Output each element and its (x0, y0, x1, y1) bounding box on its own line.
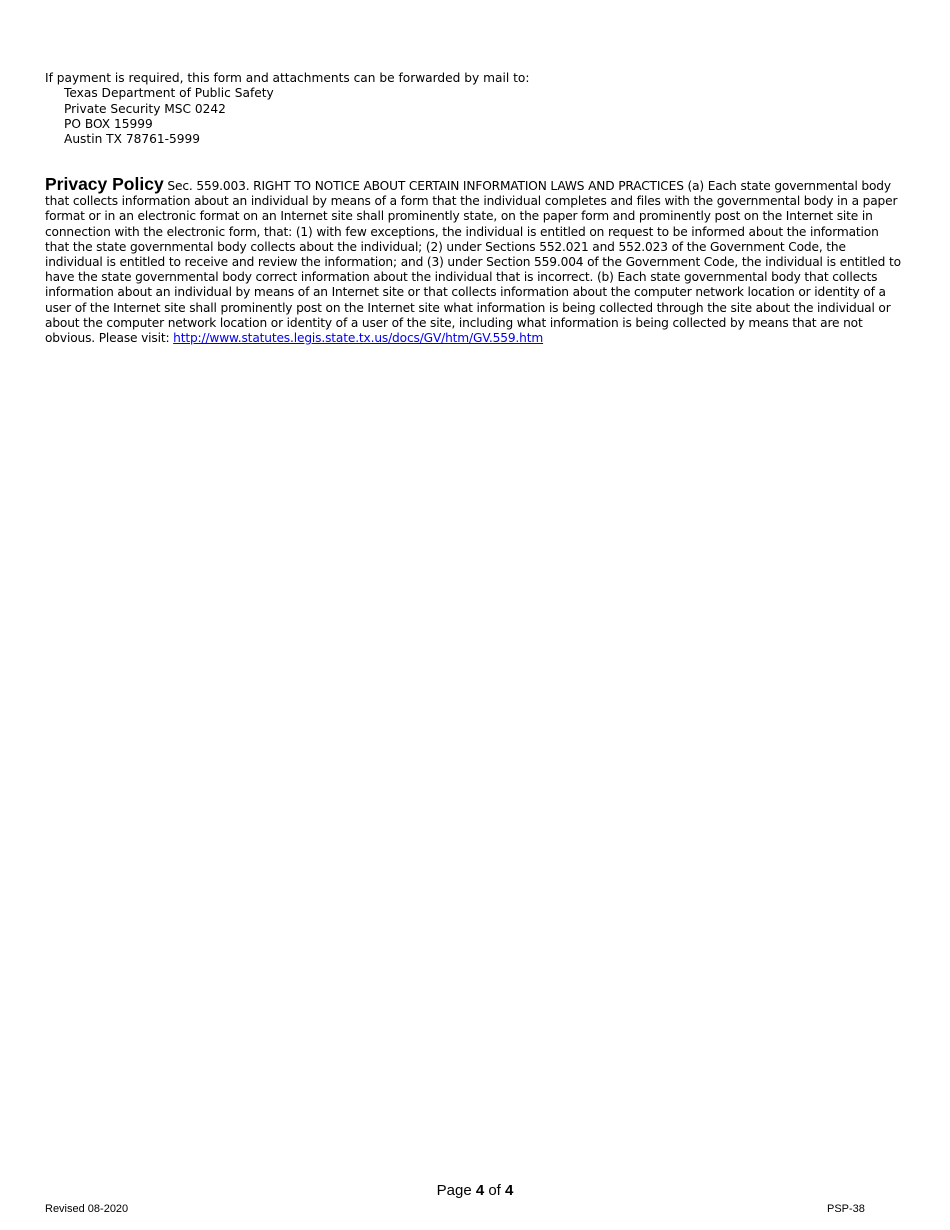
privacy-policy-text: Sec. 559.003. RIGHT TO NOTICE ABOUT CERTAIN INFORMATION LAWS AND PRACTICES (a) Each state governmental body that collects information about an individual by means of a form that the individual completes and files with the governmental body in a paper format or in an electronic format on an Internet site shall prominently state, on the paper form and prominently post on the Internet site in connection with the electronic form, that: (1) with few exceptions, the individual is entitled on request to be informed about the information that the state governmental body collects about the individual; (2) under Sections 552.021 and 552.023 of the Government Code, the individual is entitled to receive and review the information; and (3) under Section 559.004 of the Government Code, the individual is entitled to have the state governmental body correct information about the individual that is incorrect. (b) Each state governmental body that collects information about an individual by means of an Internet site or that collects information about the computer network location or identity of a user of the Internet site shall prominently post on the Internet site what information is being collected through the site about the individual or about the computer network location or identity of a user of the site, including what information is being collected by means that are not obvious. Please visit: (45, 179, 901, 346)
page-number (0, 1182, 950, 1199)
address-line: PO BOX 15999 (64, 116, 153, 131)
address-line: Austin TX 78761-5999 (64, 132, 201, 147)
page-number-total: 4 (505, 1182, 514, 1199)
page-number-of: of (484, 1182, 506, 1199)
revision-date: Revised 08-2020 (45, 1203, 129, 1215)
mailing-instructions (45, 71, 905, 147)
privacy-policy-heading: Privacy Policy (45, 174, 164, 194)
page-number-current: 4 (475, 1182, 485, 1199)
form-code: PSP-38 (827, 1203, 865, 1215)
address-line: Texas Department of Public Safety (64, 86, 274, 101)
mailing-intro: If payment is required, this form and attachments can be forwarded by mail to: (45, 71, 530, 85)
page-number-label: Page (436, 1182, 476, 1199)
address-line: Private Security MSC 0242 (64, 101, 226, 116)
mailing-address (45, 86, 905, 147)
privacy-policy-section (45, 174, 905, 346)
statute-link[interactable]: http://www.statutes.legis.state.tx.us/docs/GV/htm/GV.559.htm (173, 331, 544, 346)
